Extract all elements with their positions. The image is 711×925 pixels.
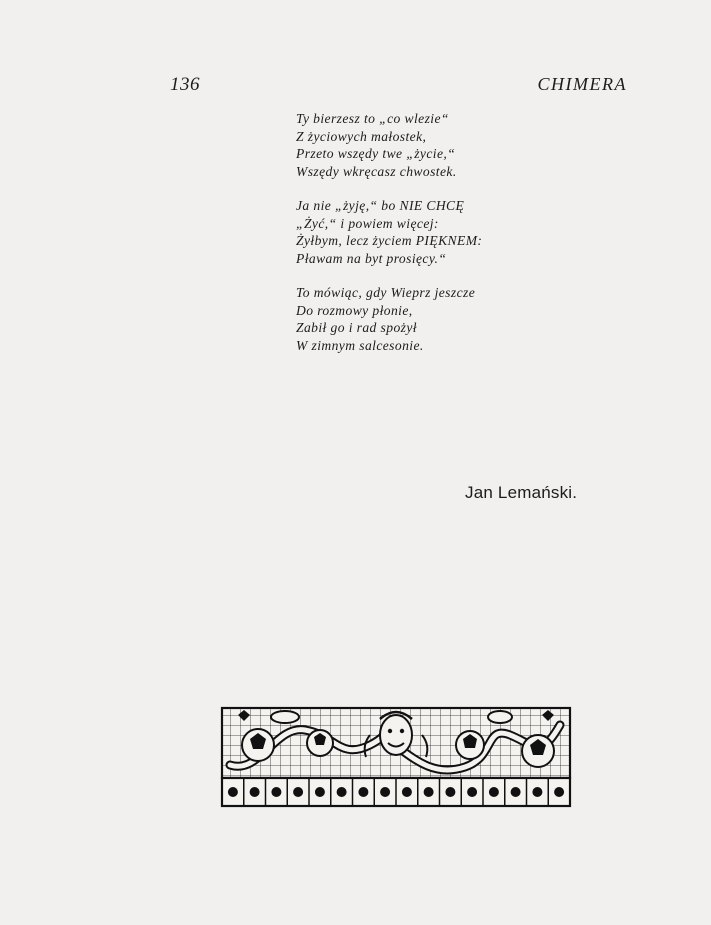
decorative-frieze-icon [220,705,572,810]
poem-line: „Żyć,“ i powiem więcej: [296,215,439,231]
poem-line: Przeto wszędy twe „życie,“ [296,146,456,161]
poem-line: Zabił go i rad spożył [296,320,417,335]
poem-line: Z życiowych małostek, [296,128,427,144]
poem-stanza [296,110,482,180]
poem-line: Pławam na byt prosięcy.“ [296,250,447,266]
running-title: CHIMERA [537,74,627,94]
poem-line: Do rozmowy płonie, [296,302,413,318]
poem-stanza [296,197,482,267]
poem-line: Ty bierzesz to „co wlezie“ [296,111,449,126]
poem-line: W zimnym salcesonie. [296,337,424,353]
page-number: 136 [170,74,200,95]
poem-line: To mówiąc, gdy Wieprz jeszcze [296,285,476,300]
poem [296,110,482,371]
poem-line: Ja nie „żyję,“ bo NIE CHCĘ [296,198,465,213]
poem-line: Wszędy wkręcasz chwostek. [296,163,457,179]
poem-stanza [296,284,482,354]
author-signature: Jan Lemański. [465,483,578,502]
poem-line: Żyłbym, lecz życiem PIĘKNEM: [296,233,483,248]
